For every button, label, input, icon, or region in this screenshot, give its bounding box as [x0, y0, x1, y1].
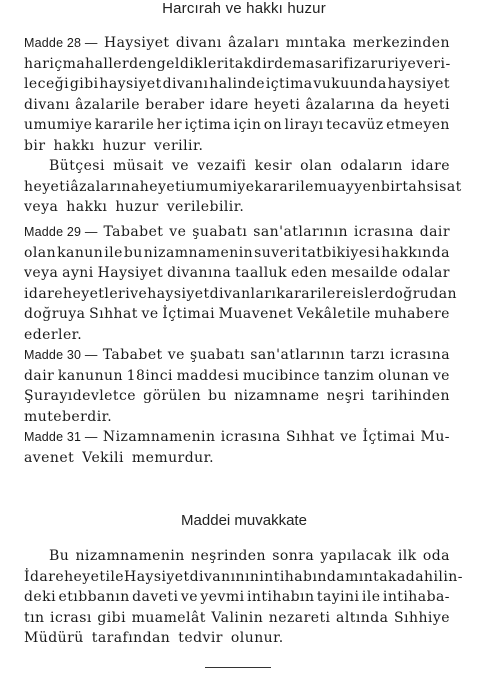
word: ve	[169, 224, 187, 240]
text-line	[24, 546, 450, 567]
word: memurdur.	[131, 449, 215, 466]
word: hariç	[24, 55, 63, 72]
word: dair	[24, 367, 55, 384]
end-rule	[205, 667, 271, 668]
paragraph	[24, 345, 450, 427]
word: nizamname	[234, 388, 320, 404]
word: umumiye	[186, 178, 255, 195]
text-line	[24, 427, 450, 448]
word: daveti	[132, 589, 179, 605]
word: tayini	[316, 589, 360, 605]
word: Mu-	[420, 429, 450, 445]
word: vukuunda	[313, 76, 387, 92]
word: ile	[104, 244, 123, 261]
word: haysiyet	[147, 285, 210, 302]
word: mahallerden	[62, 55, 157, 72]
text-line	[24, 567, 463, 588]
word: ve	[141, 306, 159, 322]
text-line	[24, 587, 450, 608]
word: geldikleri	[156, 55, 229, 72]
text-line	[24, 177, 462, 198]
word: Sıhhat	[89, 306, 138, 322]
word: zaruriye	[353, 55, 417, 72]
word: kanun	[57, 244, 104, 261]
word: dair	[419, 224, 450, 240]
text-line	[24, 345, 450, 366]
word: huzur	[102, 137, 146, 154]
word: Haysiyet	[97, 265, 164, 281]
word: suveri	[254, 244, 301, 261]
word: idare	[24, 285, 64, 302]
word: heyeti	[139, 178, 187, 195]
word: huzur	[115, 199, 159, 215]
word: muteberdir.	[24, 408, 113, 425]
word: heyetleri	[63, 285, 131, 302]
word: mıntaka	[345, 568, 406, 585]
word: Haysiyet	[103, 35, 170, 51]
word: verilir.	[153, 137, 204, 154]
word: idare	[209, 96, 249, 113]
word: Nizamnamenin	[102, 429, 216, 445]
word: hakkında	[381, 244, 450, 261]
text-line	[24, 608, 450, 629]
text-line	[24, 628, 450, 649]
word: maddesi	[176, 367, 240, 384]
word: yevmi	[200, 589, 245, 605]
word: intihaba-	[382, 589, 450, 605]
word: Bütçesi	[49, 158, 105, 174]
word: san'atlarının	[253, 224, 348, 240]
text-line	[24, 197, 450, 218]
word: divanları	[209, 285, 277, 302]
article-label: Madde 28 —	[24, 36, 98, 50]
word: olan	[24, 244, 57, 261]
word: heyeti	[24, 178, 71, 195]
word: icrası	[50, 609, 92, 626]
word: oda	[422, 548, 450, 564]
word: halinde	[209, 76, 266, 92]
word: ayni	[62, 265, 94, 281]
word: tatbikiyesi	[301, 244, 381, 261]
text-line	[24, 448, 450, 469]
word: eden	[290, 265, 328, 281]
word: merkezinden	[352, 35, 450, 51]
word: etmeyen	[386, 117, 450, 133]
text-line	[24, 263, 450, 284]
word: takdirde	[228, 55, 293, 72]
word: icrasına	[390, 347, 450, 363]
word: muayyen	[313, 178, 381, 195]
word: lirayı	[284, 117, 324, 133]
word: intihabın	[246, 589, 315, 605]
text-line	[24, 115, 450, 136]
text-line	[24, 243, 450, 264]
word: tarzı	[350, 347, 385, 363]
word: divanı	[24, 96, 70, 113]
word: âzalarına	[305, 96, 375, 113]
word: veri-	[416, 55, 451, 72]
paragraph	[24, 156, 462, 218]
word: idare	[410, 158, 450, 174]
word: içtima	[184, 117, 232, 133]
word: Müdürü	[24, 630, 84, 646]
word: Tababet	[103, 224, 164, 240]
word: haysiyet	[99, 76, 162, 92]
word: Bu	[49, 548, 70, 564]
word: için	[233, 117, 262, 133]
word: heyeti	[254, 96, 301, 113]
word: intihabında	[259, 568, 346, 585]
word: hakkı	[53, 137, 95, 154]
word: Muavenet	[218, 306, 294, 322]
word: ile	[361, 589, 381, 605]
text-line	[24, 386, 450, 407]
word: şuabatı	[192, 224, 248, 240]
word: gibi	[97, 609, 127, 626]
word: tarihinden	[371, 388, 450, 404]
word: muhabere	[374, 306, 450, 322]
text-line	[24, 54, 450, 75]
word: Vekâletile	[296, 306, 371, 322]
word: umumiye	[24, 117, 93, 133]
word: veya	[24, 265, 59, 281]
word: neşri	[326, 388, 365, 404]
paragraph	[24, 427, 450, 468]
word: bir	[380, 178, 403, 195]
word: altında	[336, 609, 389, 626]
word: İçtimai	[162, 306, 216, 322]
word: bu	[123, 244, 143, 261]
word: neşrinden	[190, 548, 266, 564]
word: ve	[432, 367, 450, 384]
word: dahilin-	[405, 568, 463, 585]
word: san'atlarının	[250, 347, 345, 363]
word: tecavüz	[326, 117, 384, 133]
text-line	[24, 304, 450, 325]
paragraph	[24, 546, 463, 649]
section-title: Maddei muvakkate	[181, 512, 307, 529]
word: on	[263, 117, 283, 133]
text-line	[24, 95, 450, 116]
text-line	[24, 156, 450, 177]
word: avenet	[24, 449, 75, 466]
word: ve	[340, 429, 358, 445]
word: tın	[24, 609, 45, 626]
word: divanı	[175, 35, 222, 51]
word: Şurayıdevletce	[24, 388, 137, 404]
word: şuabatı	[190, 347, 246, 363]
word: olunan	[378, 367, 430, 384]
word: kanunun	[57, 367, 123, 384]
word: nizamnamenin	[75, 548, 185, 564]
word: kararile	[276, 285, 336, 302]
text-line	[24, 325, 450, 346]
word: ilk	[397, 548, 417, 564]
word: reisler	[335, 285, 386, 302]
word: divanı	[162, 76, 209, 92]
word: Vekili	[82, 449, 124, 466]
word: kararile	[254, 178, 314, 195]
word: veya	[24, 199, 59, 215]
word: kararile	[94, 117, 155, 133]
word: Sıhhiye	[394, 609, 450, 626]
word: odalar	[401, 265, 450, 281]
text-line	[24, 33, 450, 54]
text-line	[24, 74, 450, 95]
word: âzaları	[228, 35, 280, 51]
word: deki	[24, 589, 57, 605]
word: taalluk	[235, 265, 288, 281]
word: masarifi	[292, 55, 354, 72]
word: bir	[24, 137, 46, 154]
word: Sıhhat	[286, 429, 335, 445]
word: yapılacak	[320, 548, 392, 564]
word: muamelât	[131, 609, 206, 626]
text-line	[24, 284, 458, 305]
word: ve	[130, 285, 148, 302]
word: leceği	[24, 76, 70, 92]
paragraph	[24, 33, 450, 156]
text-line	[24, 366, 450, 387]
word: olan	[300, 158, 333, 174]
word: tedvir	[178, 630, 223, 646]
text-line	[24, 222, 450, 243]
word: doğruya	[24, 306, 86, 322]
word: içtima	[265, 76, 313, 92]
word: bu	[208, 388, 228, 404]
word: İdare	[24, 568, 65, 585]
word: ve	[171, 158, 189, 174]
article-label: Madde 30 —	[24, 348, 98, 362]
word: olunur.	[230, 630, 284, 646]
word: tahsisat	[402, 178, 462, 195]
word: nezareti	[268, 609, 331, 626]
word: tarafından	[91, 630, 171, 646]
word: ve	[180, 589, 198, 605]
word: mesailde	[331, 265, 399, 281]
word: verilebilir.	[166, 199, 245, 215]
page-header: Harcırah ve hakkı huzur	[162, 0, 326, 17]
word: Valinin	[211, 609, 264, 626]
word: gibi	[69, 76, 99, 92]
word: heyeti	[403, 96, 450, 113]
article-label: Madde 31 —	[24, 430, 98, 444]
text-line	[24, 136, 450, 157]
word: Haysiyet	[124, 568, 190, 585]
word: İçtimai	[362, 429, 416, 445]
word: hakkı	[66, 199, 108, 215]
word: divanına	[167, 265, 232, 281]
word: doğrudan	[385, 285, 458, 302]
word: tanzim	[323, 367, 375, 384]
word: mucibince	[242, 367, 321, 384]
word: âzalarına	[70, 178, 140, 195]
word: görülen	[143, 388, 202, 404]
word: Tababet	[102, 347, 163, 363]
word: 18inci	[126, 367, 173, 384]
word: haysiyet	[387, 76, 450, 92]
word: her	[156, 117, 183, 133]
word: sonra	[272, 548, 315, 564]
word: beraber	[145, 96, 205, 113]
word: icrasına	[220, 429, 281, 445]
text-line	[24, 407, 450, 428]
word: ederler.	[24, 326, 83, 343]
word: ve	[167, 347, 185, 363]
word: kesir	[254, 158, 292, 174]
word: mıntaka	[285, 35, 347, 51]
word: vezaifi	[197, 158, 247, 174]
article-label: Madde 29 —	[24, 225, 98, 239]
word: müsait	[113, 158, 164, 174]
word: nizamnamenin	[143, 244, 254, 261]
word: da	[380, 96, 399, 113]
word: etıbbanın	[58, 589, 130, 605]
paragraph	[24, 222, 458, 345]
word: âzalarile	[75, 96, 140, 113]
word: divanının	[189, 568, 260, 585]
word: icrasına	[353, 224, 414, 240]
word: odaların	[340, 158, 403, 174]
word: heyetile	[64, 568, 125, 585]
